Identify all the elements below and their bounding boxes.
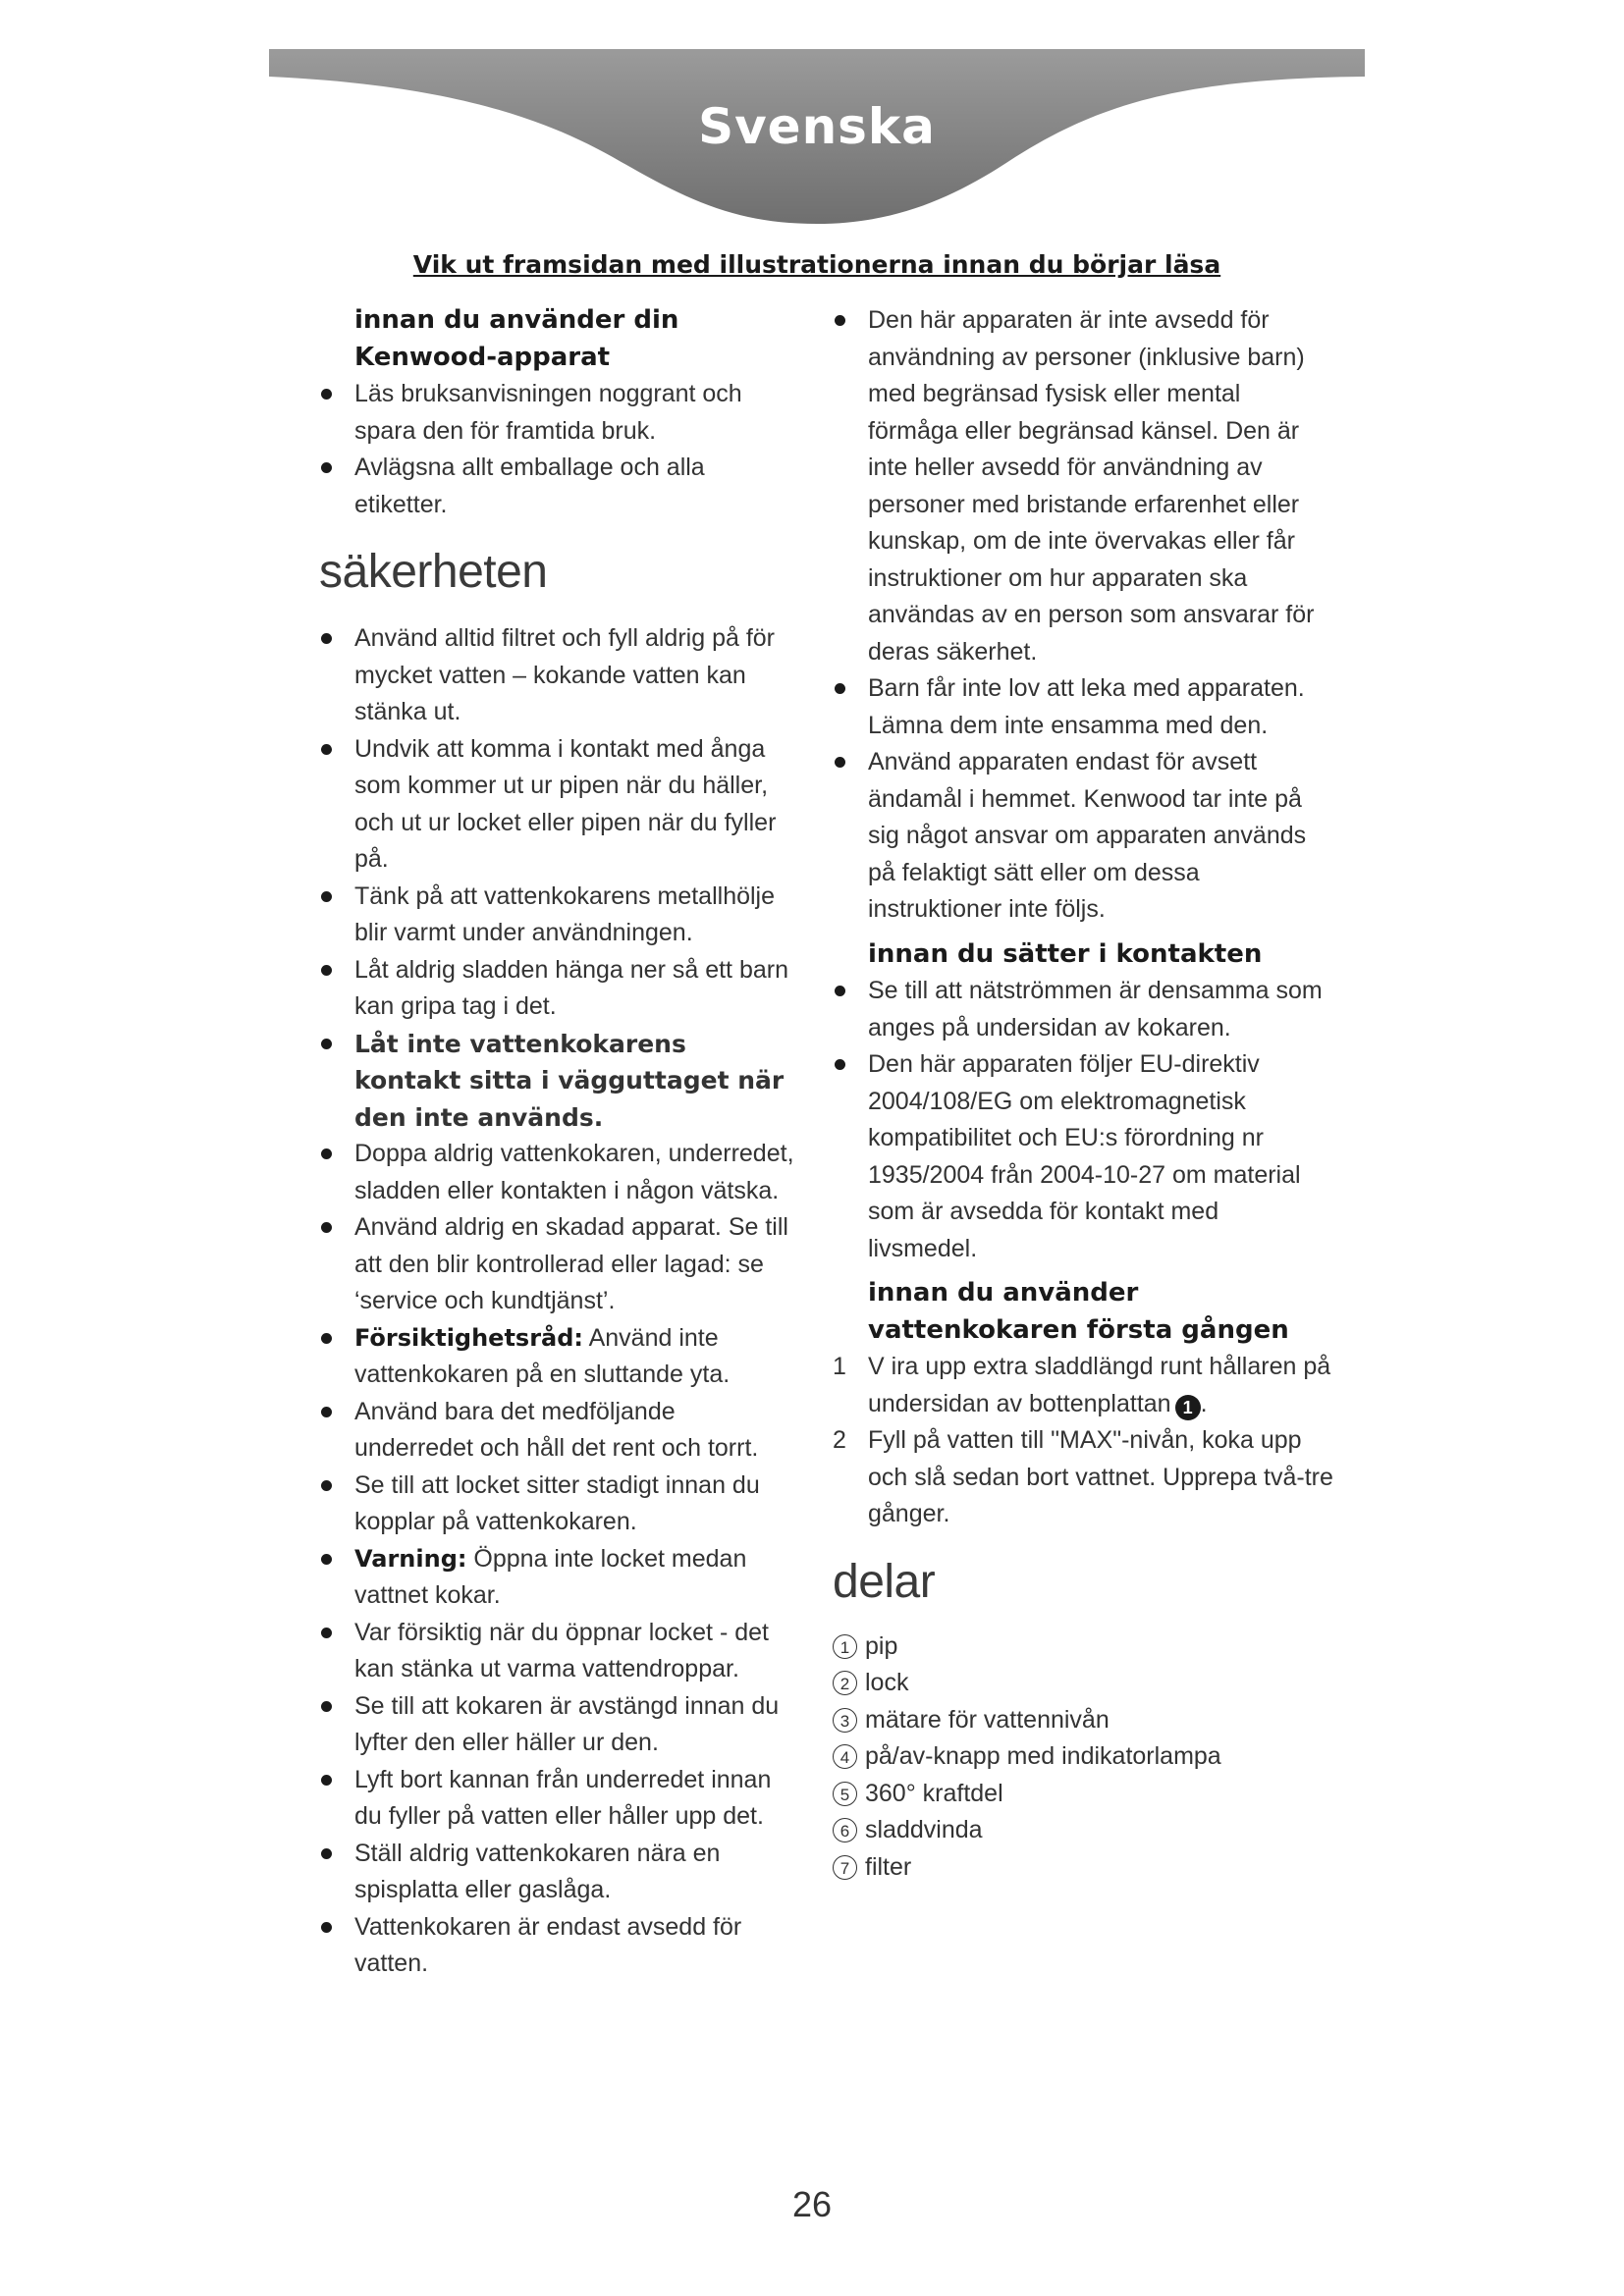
list-item: Se till att locket sitter stadigt innan du kopplar på vattenkokaren. [319,1468,800,1541]
caution-text: Använd inte vattenkokaren på en sluttande yta. [354,1323,731,1388]
part-label: sladdvinda [865,1816,983,1843]
step-number: 2 [833,1426,846,1454]
part-number: 2 [833,1671,857,1695]
right-column [833,302,1333,1886]
part-item [833,1812,1333,1849]
header-title: Svenska [698,98,936,155]
part-label: filter [865,1852,912,1881]
fold-out-notice: Vik ut framsidan med illustrationerna innan du börjar läsa [412,250,1221,279]
warning-label: Varning: [354,1544,467,1573]
part-label: lock [865,1669,909,1696]
part-item [833,1665,1333,1702]
list-item: Ställ aldrig vattenkokaren nära en spisplatta eller gaslåga. [319,1836,800,1909]
list-item: Doppa aldrig vattenkokaren, underredet, sladden eller kontakten i någon vätska. [319,1136,800,1209]
left-column [319,302,800,1983]
part-label: pip [865,1631,898,1660]
warning-text: Öppna inte locket medan vattnet kokar. [354,1544,747,1609]
list-item: Använd apparaten endast för avsett ändamål i hemmet. Kenwood tar inte på sig något ansvar om apparaten används på felaktigt sätt eller om dessa instruktioner inte följs. [833,744,1333,929]
before-use-list [319,376,800,523]
list-item-bold: Låt inte vattenkokarens kontakt sitta i vägguttaget när den inte används. [319,1026,800,1137]
list-item: Undvik att komma i kontakt med ånga som kommer ut ur pipen när du häller, och ut ur locket eller pipen när du fyller på. [319,731,800,879]
part-number: 1 [833,1634,857,1659]
first-use-steps [833,1349,1333,1533]
list-item: Använd aldrig en skadad apparat. Se till att den blir kontrollerad eller lagad: se ‘service och kundtjänst’. [319,1209,800,1320]
part-item [833,1738,1333,1776]
part-item [833,1702,1333,1739]
part-number: 7 [833,1855,857,1880]
list-item: Använd alltid filtret och fyll aldrig på för mycket vatten – kokande vatten kan stänka ut. [319,620,800,731]
caution-label: Försiktighetsråd: [354,1323,584,1352]
page-number: 26 [791,2184,833,2224]
part-label: på/av-knapp med indikatorlampa [865,1742,1221,1770]
parts-list [833,1629,1333,1887]
first-use-heading [833,1275,1333,1349]
first-use-heading-line1: innan du använder [868,1278,1139,1308]
list-item: Använd bara det medföljande underredet och håll det rent och torrt. [319,1394,800,1468]
step-text: V ira upp extra sladdlängd runt hållaren på undersidan av bottenplattan [868,1353,1331,1417]
list-item: Låt aldrig sladden hänga ner så ett barn kan gripa tag i det. [319,952,800,1026]
safety-list-continued [833,302,1333,929]
part-label: 360° kraftdel [865,1779,1003,1807]
list-item: Barn får inte lov att leka med apparaten. Lämna dem inte ensamma med den. [833,670,1333,744]
list-item: Se till att nätströmmen är densamma som anges på undersidan av kokaren. [833,973,1333,1046]
safety-heading: säkerheten [319,546,548,598]
step-item [833,1349,1333,1422]
parts-heading: delar [833,1555,936,1608]
before-use-heading-line1: innan du använder din [354,305,679,335]
list-item: Lyft bort kannan från underredet innan du fyller på vatten eller håller upp det. [319,1762,800,1836]
list-item: Tänk på att vattenkokarens metallhölje blir varmt under användningen. [319,879,800,952]
before-use-heading-line2: Kenwood-apparat [354,342,611,372]
list-item: Avlägsna allt emballage och alla etiketter. [319,450,800,523]
list-item: Vattenkokaren är endast avsedd för vatten. [319,1909,800,1983]
plug-list [833,973,1333,1267]
figure-reference-badge: 1 [1175,1395,1201,1420]
part-label: mätare för vattennivån [865,1705,1110,1734]
part-number: 3 [833,1708,857,1733]
step-item [833,1422,1333,1533]
part-number: 4 [833,1744,857,1769]
language-header-banner [269,49,1365,226]
part-item [833,1629,1333,1666]
part-number: 6 [833,1818,857,1842]
safety-list [319,620,800,1983]
list-item: Läs bruksanvisningen noggrant och spara den för framtida bruk. [319,376,800,450]
first-use-heading-line2: vattenkokaren första gången [868,1314,1289,1345]
part-number: 5 [833,1782,857,1806]
step-number: 1 [833,1353,846,1380]
step-text: Fyll på vatten till "MAX"-nivån, koka upp och slå sedan bort vattnet. Upprepa två-tre gånger. [868,1426,1333,1527]
list-item: Se till att kokaren är avstängd innan du lyfter den eller häller ur den. [319,1688,800,1762]
step-suffix: . [1200,1389,1208,1417]
list-item: Den här apparaten är inte avsedd för användning av personer (inklusive barn) med begränsad fysisk eller mental förmåga eller begränsad känsel. Den är inte heller avsedd för användning av personer med bristande erfarenhet eller kunskap, om de inte övervakas eller får instruktioner om hur apparaten ska användas av en person som ansvarar för deras säkerhet. [833,302,1333,670]
part-item [833,1849,1333,1887]
caution-item [319,1320,800,1394]
list-item: Var försiktig när du öppnar locket - det kan stänka ut varma vattendroppar. [319,1615,800,1688]
warning-item [319,1541,800,1615]
part-item [833,1776,1333,1813]
plug-heading: innan du sätter i kontakten [868,938,1263,969]
list-item: Den här apparaten följer EU-direktiv 2004/108/EG om elektromagnetisk kompatibilitet och EU:s förordning nr 1935/2004 från 2004-10-27 om material som är avsedda för kontakt med livsmedel. [833,1046,1333,1267]
before-use-heading [319,302,800,376]
